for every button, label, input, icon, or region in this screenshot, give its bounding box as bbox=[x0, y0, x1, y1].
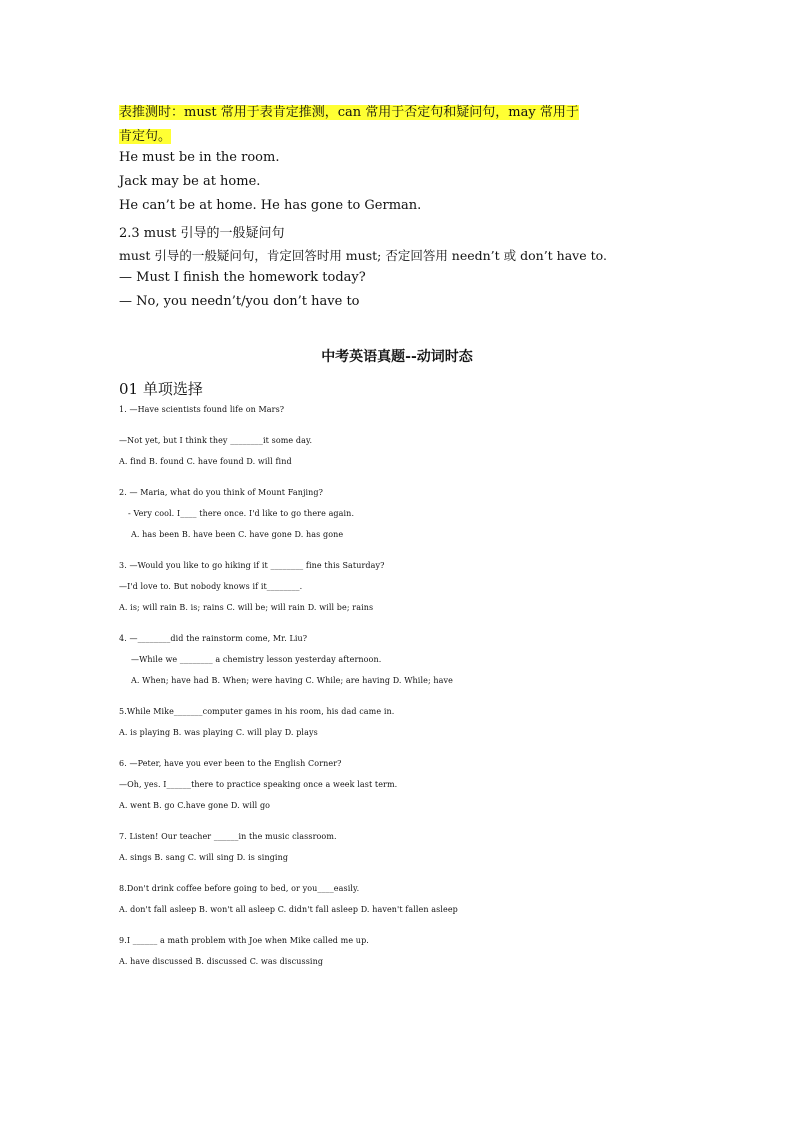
question-5-stem: 5.While Mike_______computer games in his room, his dad came in. bbox=[119, 707, 395, 716]
example-sentence-2: Jack may be at home. bbox=[119, 174, 261, 189]
question-7-stem: 7. Listen! Our teacher ______in the music classroom. bbox=[119, 832, 337, 841]
example-sentence-1: He must be in the room. bbox=[119, 150, 280, 165]
note-line-2 bbox=[119, 125, 171, 144]
page-title: 中考英语真题--动词时态 bbox=[321, 349, 473, 365]
dialog-line-2: — No, you needn’t/you don’t have to bbox=[119, 294, 360, 309]
question-8-stem: 8.Don't drink coffee before going to bed, or you____easily. bbox=[119, 884, 360, 893]
question-6-reply: —Oh, yes. I______there to practice speaking once a week last term. bbox=[119, 780, 398, 789]
question-1-options: A. find B. found C. have found D. will find bbox=[119, 457, 292, 466]
question-1-reply: —Not yet, but I think they ________it some day. bbox=[119, 436, 313, 445]
section-heading: 01 单项选择 bbox=[119, 380, 203, 398]
question-3-stem: 3. —Would you like to go hiking if it ________ fine this Saturday? bbox=[119, 561, 385, 570]
question-6-options: A. went B. go C.have gone D. will go bbox=[119, 801, 271, 810]
note-line-1 bbox=[119, 101, 579, 120]
question-2-reply: - Very cool. I____ there once. I'd like to go there again. bbox=[128, 509, 355, 518]
question-4-stem: 4. —________did the rainstorm come, Mr. Liu? bbox=[119, 634, 308, 643]
dialog-line-1: — Must I finish the homework today? bbox=[119, 270, 366, 285]
highlighted-text: 表推测时：must 常用于表肯定推测，can 常用于否定句和疑问句，may 常用于 bbox=[119, 105, 579, 120]
example-sentence-3: He can’t be at home. He has gone to German. bbox=[119, 198, 422, 213]
rule-sentence: must 引导的一般疑问句，肯定回答时用 must; 否定回答用 needn’t 或 don’t have to. bbox=[119, 248, 607, 263]
question-1-stem: 1. —Have scientists found life on Mars? bbox=[119, 405, 285, 414]
question-6-stem: 6. —Peter, have you ever been to the English Corner? bbox=[119, 759, 342, 768]
question-4-reply: —While we ________ a chemistry lesson yesterday afternoon. bbox=[131, 655, 382, 664]
question-7-options: A. sings B. sang C. will sing D. is singing bbox=[119, 853, 289, 862]
question-9-options: A. have discussed B. discussed C. was discussing bbox=[119, 957, 324, 966]
question-9-stem: 9.I ______ a math problem with Joe when Mike called me up. bbox=[119, 936, 369, 945]
question-3-options: A. is; will rain B. is; rains C. will be; will rain D. will be; rains bbox=[119, 603, 374, 612]
question-4-options: A. When; have had B. When; were having C. While; are having D. While; have bbox=[131, 676, 453, 685]
question-3-reply: —I'd love to. But nobody knows if it________. bbox=[119, 582, 303, 591]
question-2-stem: 2. — Maria, what do you think of Mount Fanjing? bbox=[119, 488, 324, 497]
question-8-options: A. don't fall asleep B. won't all asleep C. didn't fall asleep D. haven't fallen asleep bbox=[119, 905, 458, 914]
highlighted-text: 肯定句。 bbox=[119, 129, 172, 144]
question-2-options: A. has been B. have been C. have gone D. has gone bbox=[131, 530, 344, 539]
question-5-options: A. is playing B. was playing C. will play D. plays bbox=[119, 728, 318, 737]
subheading-2-3: 2.3 must 引导的一般疑问句 bbox=[119, 226, 285, 241]
